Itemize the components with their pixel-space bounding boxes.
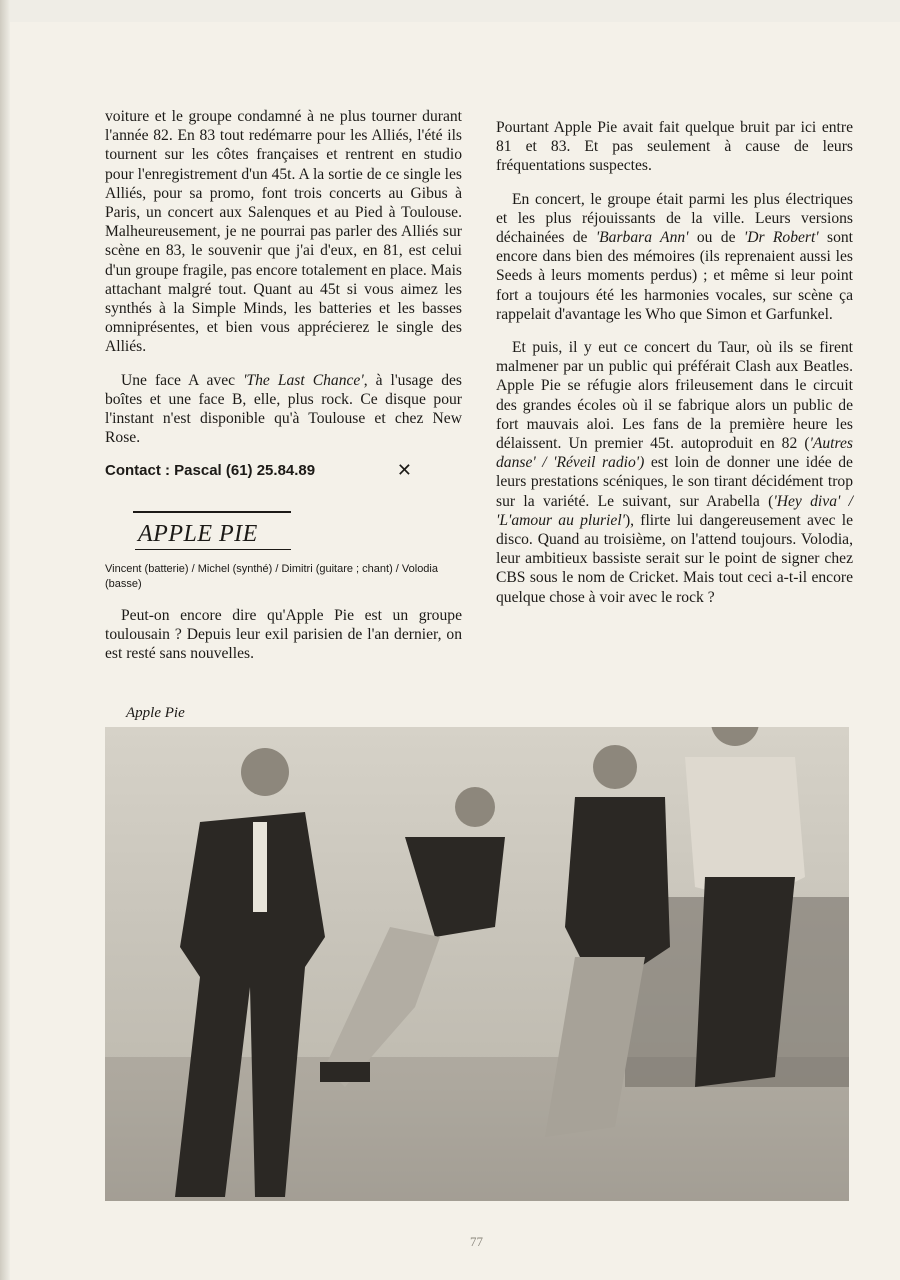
contact-line — [105, 461, 462, 480]
right-paragraph-1: Pourtant Apple Pie avait fait quelque bruit par ici entre 81 et 83. Et pas seulement à cause de leurs fréquentations suspectes. — [496, 119, 853, 175]
left-column — [105, 107, 462, 677]
band-photo-illustration — [105, 727, 849, 1201]
heading-underline — [135, 549, 291, 550]
right-column — [496, 118, 853, 621]
page-number: 77 — [470, 1234, 483, 1249]
right-paragraph-taur: Et puis, il y eut ce concert du Taur, où ils se firent malmener par un public qui préférait Clash aux Beatles. Apple Pie se réfugie alors frileusement dans le circuit des grandes écoles où il se fabrique alors un public de fort mauvais aloi. Les fans de la première heure les délaissent. Un premier 45t. autoproduit en 82 ('Autres danse' / 'Réveil radio') est loin de donner une idée de leurs prestations scéniques, le son tirant décidément trop sur la variété. Le suivant, sur Arabella ('Hey diva' / 'L'amour au pluriel'), flirte lui dangereusement avec le disco. Quand au troisième, on l'attend toujours. Volodia, leur ambitieux bassiste serait sur le point de signer chez CBS sous le nom de Cricket. Mais tout ceci a-t-il encore quelque chose à voir avec le rock ? — [496, 339, 853, 606]
photo-caption: Apple Pie — [126, 705, 185, 721]
apple-pie-intro-paragraph: Peut-on encore dire qu'Apple Pie est un groupe toulousain ? Depuis leur exil parisien de l'an dernier, on est resté sans nouvelles. — [105, 606, 462, 663]
alliés-paragraph-end: voiture et le groupe condamné à ne plus tourner durant l'année 82. En 83 tout redémarre pour les Alliés, l'été ils tournent sur les côtes françaises et rentrent en studio pour l'enregistrement d'un 45t. A la sortie de ce single les Alliés, pour sa promo, font trois concerts au Gibus à Paris, un concert aux Salenques et au Pied à Toulouse. Malheureusement, je ne pourrai pas parler des Alliés sur scène en 83, le souvenir que j'ai d'eux, en 81, est celui d'un groupe fragile, pas encore totalement en place. Mais attachant malgré tout. Quant au 45t si vous aimez les synthés à la Simple Minds, les batteries et les basses omniprésentes, et bien vous apprécierez le single des Alliés. — [105, 108, 462, 356]
section-heading-apple-pie: APPLE PIE — [138, 520, 258, 547]
right-paragraph-concert: En concert, le groupe était parmi les plus électriques et les plus réjouissants de la ville. Leurs versions déchainées de 'Barbara Ann' ou de 'Dr Robert' sont encore dans bien des mémoires (ils reprenaient aussi les Seeds à leurs moments perdus) ; et même si leur point fort a toujours été les harmonies vocales, sur scène ça rappelait d'avantage les Who que Simon et Garfunkel. — [496, 190, 853, 323]
contact-text: Contact : Pascal (61) 25.84.89 — [105, 462, 316, 480]
single-description-paragraph: Une face A avec 'The Last Chance', à l'usage des boîtes et une face B, elle, plus rock. Ce disque pour l'instant n'est disponible qu'à Toulouse et chez New Rose. — [105, 371, 462, 447]
heading-top-rule — [133, 511, 291, 513]
section-end-cross-icon: ✕ — [396, 460, 412, 481]
band-lineup: Vincent (batterie) / Michel (synthé) / Dimitri (guitare ; chant) / Volodia (basse) — [105, 562, 438, 590]
band-photo — [105, 727, 849, 1201]
page-binding-shadow — [0, 0, 10, 1280]
